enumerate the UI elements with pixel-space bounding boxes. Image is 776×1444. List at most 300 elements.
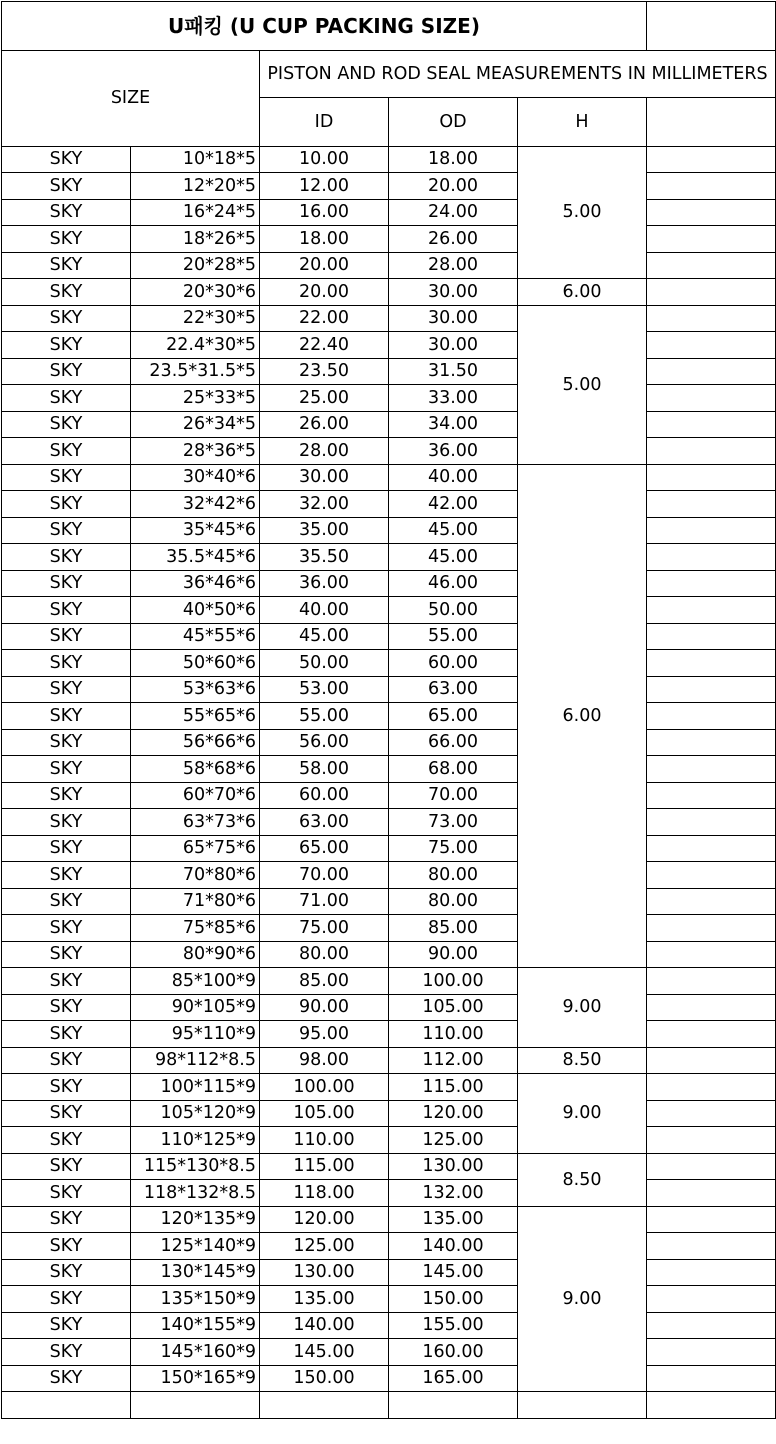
- od-cell: 34.00: [389, 411, 518, 438]
- od-cell: 135.00: [389, 1206, 518, 1233]
- size-code-cell: 26*34*5: [131, 411, 260, 438]
- h-cell: 6.00: [518, 464, 647, 968]
- table-row: [2, 703, 776, 730]
- table-body: [2, 2, 776, 1419]
- id-cell: 120.00: [260, 1206, 389, 1233]
- brand-cell: SKY: [2, 517, 131, 544]
- od-cell: 80.00: [389, 888, 518, 915]
- size-code-cell: 22.4*30*5: [131, 332, 260, 359]
- id-cell: 50.00: [260, 650, 389, 677]
- side-cell: [647, 597, 776, 624]
- table-row: [2, 358, 776, 385]
- od-cell: 132.00: [389, 1180, 518, 1207]
- side-cell: [647, 358, 776, 385]
- table-row: [2, 1180, 776, 1207]
- brand-cell: SKY: [2, 888, 131, 915]
- size-code-cell: 12*20*5: [131, 173, 260, 200]
- side-cell: [647, 1312, 776, 1339]
- id-header: ID: [260, 98, 389, 147]
- brand-cell: SKY: [2, 703, 131, 730]
- side-cell: [647, 1365, 776, 1392]
- side-cell: [647, 1021, 776, 1048]
- side-cell: [647, 146, 776, 173]
- table-row: [2, 570, 776, 597]
- table-row: [2, 544, 776, 571]
- od-cell: 140.00: [389, 1233, 518, 1260]
- size-code-cell: 18*26*5: [131, 226, 260, 253]
- id-cell: 40.00: [260, 597, 389, 624]
- od-cell: 55.00: [389, 623, 518, 650]
- size-code-cell: 85*100*9: [131, 968, 260, 995]
- id-cell: 35.00: [260, 517, 389, 544]
- size-code-cell: 65*75*6: [131, 835, 260, 862]
- side-cell: [647, 835, 776, 862]
- table-row: [2, 1100, 776, 1127]
- brand-cell: SKY: [2, 1100, 131, 1127]
- h-cell: 5.00: [518, 146, 647, 279]
- table-row: [2, 491, 776, 518]
- size-code-cell: 70*80*6: [131, 862, 260, 889]
- brand-cell: SKY: [2, 173, 131, 200]
- id-cell: 105.00: [260, 1100, 389, 1127]
- side-cell: [647, 1259, 776, 1286]
- od-cell: 105.00: [389, 994, 518, 1021]
- brand-cell: SKY: [2, 464, 131, 491]
- table-row: [2, 252, 776, 279]
- brand-cell: SKY: [2, 252, 131, 279]
- empty-cell: [389, 1392, 518, 1419]
- size-code-cell: 28*36*5: [131, 438, 260, 465]
- size-code-cell: 100*115*9: [131, 1074, 260, 1101]
- id-cell: 22.00: [260, 305, 389, 332]
- header-side-cell: [647, 98, 776, 147]
- od-cell: 42.00: [389, 491, 518, 518]
- od-cell: 63.00: [389, 676, 518, 703]
- id-cell: 98.00: [260, 1047, 389, 1074]
- brand-cell: SKY: [2, 1180, 131, 1207]
- size-code-cell: 36*46*6: [131, 570, 260, 597]
- table-row: [2, 1339, 776, 1366]
- id-cell: 35.50: [260, 544, 389, 571]
- id-cell: 30.00: [260, 464, 389, 491]
- od-cell: 68.00: [389, 756, 518, 783]
- od-cell: 28.00: [389, 252, 518, 279]
- side-cell: [647, 199, 776, 226]
- empty-cell: [131, 1392, 260, 1419]
- id-cell: 56.00: [260, 729, 389, 756]
- side-cell: [647, 252, 776, 279]
- brand-cell: SKY: [2, 1047, 131, 1074]
- size-code-cell: 20*28*5: [131, 252, 260, 279]
- size-code-cell: 58*68*6: [131, 756, 260, 783]
- od-header: OD: [389, 98, 518, 147]
- empty-cell: [260, 1392, 389, 1419]
- size-header: SIZE: [2, 50, 260, 146]
- id-cell: 115.00: [260, 1153, 389, 1180]
- od-cell: 80.00: [389, 862, 518, 889]
- id-cell: 12.00: [260, 173, 389, 200]
- table-row: [2, 332, 776, 359]
- id-cell: 110.00: [260, 1127, 389, 1154]
- table-row: [2, 915, 776, 942]
- brand-cell: SKY: [2, 650, 131, 677]
- od-cell: 73.00: [389, 809, 518, 836]
- id-cell: 150.00: [260, 1365, 389, 1392]
- side-cell: [647, 756, 776, 783]
- side-cell: [647, 1074, 776, 1101]
- table-row: [2, 1365, 776, 1392]
- side-cell: [647, 1206, 776, 1233]
- h-cell: 5.00: [518, 305, 647, 464]
- id-cell: 32.00: [260, 491, 389, 518]
- od-cell: 20.00: [389, 173, 518, 200]
- od-cell: 50.00: [389, 597, 518, 624]
- table-row: [2, 1127, 776, 1154]
- size-code-cell: 115*130*8.5: [131, 1153, 260, 1180]
- brand-cell: SKY: [2, 411, 131, 438]
- side-cell: [647, 1153, 776, 1180]
- table-row: [2, 1153, 776, 1180]
- side-cell: [647, 1047, 776, 1074]
- table-row: [2, 809, 776, 836]
- h-cell: 9.00: [518, 1206, 647, 1392]
- brand-cell: SKY: [2, 1365, 131, 1392]
- table-row: [2, 676, 776, 703]
- od-cell: 66.00: [389, 729, 518, 756]
- size-code-cell: 16*24*5: [131, 199, 260, 226]
- brand-cell: SKY: [2, 1074, 131, 1101]
- od-cell: 120.00: [389, 1100, 518, 1127]
- table-row: [2, 1021, 776, 1048]
- brand-cell: SKY: [2, 146, 131, 173]
- size-code-cell: 125*140*9: [131, 1233, 260, 1260]
- table-row: [2, 438, 776, 465]
- id-cell: 26.00: [260, 411, 389, 438]
- id-cell: 145.00: [260, 1339, 389, 1366]
- brand-cell: SKY: [2, 1339, 131, 1366]
- empty-cell: [518, 1392, 647, 1419]
- h-cell: 8.50: [518, 1153, 647, 1206]
- brand-cell: SKY: [2, 438, 131, 465]
- od-cell: 18.00: [389, 146, 518, 173]
- table-row: [2, 968, 776, 995]
- od-cell: 26.00: [389, 226, 518, 253]
- size-code-cell: 75*85*6: [131, 915, 260, 942]
- side-cell: [647, 623, 776, 650]
- id-cell: 55.00: [260, 703, 389, 730]
- table-row: [2, 279, 776, 306]
- table-row: [2, 385, 776, 412]
- side-cell: [647, 226, 776, 253]
- table-row: [2, 756, 776, 783]
- id-cell: 140.00: [260, 1312, 389, 1339]
- table-row: [2, 226, 776, 253]
- size-code-cell: 23.5*31.5*5: [131, 358, 260, 385]
- side-cell: [647, 438, 776, 465]
- table-row: [2, 199, 776, 226]
- brand-cell: SKY: [2, 1021, 131, 1048]
- size-code-cell: 25*33*5: [131, 385, 260, 412]
- h-header: H: [518, 98, 647, 147]
- od-cell: 30.00: [389, 279, 518, 306]
- size-code-cell: 110*125*9: [131, 1127, 260, 1154]
- id-cell: 100.00: [260, 1074, 389, 1101]
- size-code-cell: 55*65*6: [131, 703, 260, 730]
- size-code-cell: 80*90*6: [131, 941, 260, 968]
- h-cell: 6.00: [518, 279, 647, 306]
- size-code-cell: 22*30*5: [131, 305, 260, 332]
- brand-cell: SKY: [2, 915, 131, 942]
- id-cell: 90.00: [260, 994, 389, 1021]
- h-cell: 9.00: [518, 968, 647, 1048]
- side-cell: [647, 1233, 776, 1260]
- od-cell: 36.00: [389, 438, 518, 465]
- id-cell: 70.00: [260, 862, 389, 889]
- od-cell: 165.00: [389, 1365, 518, 1392]
- size-code-cell: 71*80*6: [131, 888, 260, 915]
- brand-cell: SKY: [2, 1127, 131, 1154]
- od-cell: 130.00: [389, 1153, 518, 1180]
- brand-cell: SKY: [2, 676, 131, 703]
- table-row: [2, 941, 776, 968]
- id-cell: 16.00: [260, 199, 389, 226]
- side-cell: [647, 173, 776, 200]
- od-cell: 70.00: [389, 782, 518, 809]
- side-cell: [647, 650, 776, 677]
- side-cell: [647, 729, 776, 756]
- id-cell: 28.00: [260, 438, 389, 465]
- brand-cell: SKY: [2, 729, 131, 756]
- id-cell: 36.00: [260, 570, 389, 597]
- size-code-cell: 56*66*6: [131, 729, 260, 756]
- size-code-cell: 98*112*8.5: [131, 1047, 260, 1074]
- od-cell: 40.00: [389, 464, 518, 491]
- od-cell: 100.00: [389, 968, 518, 995]
- id-cell: 53.00: [260, 676, 389, 703]
- brand-cell: SKY: [2, 941, 131, 968]
- id-cell: 20.00: [260, 279, 389, 306]
- table-row: [2, 994, 776, 1021]
- side-cell: [647, 676, 776, 703]
- side-cell: [647, 1339, 776, 1366]
- brand-cell: SKY: [2, 1312, 131, 1339]
- id-cell: 130.00: [260, 1259, 389, 1286]
- table-row: [2, 650, 776, 677]
- table-row: [2, 888, 776, 915]
- id-cell: 45.00: [260, 623, 389, 650]
- table-row: [2, 1047, 776, 1074]
- od-cell: 46.00: [389, 570, 518, 597]
- od-cell: 90.00: [389, 941, 518, 968]
- size-code-cell: 95*110*9: [131, 1021, 260, 1048]
- size-code-cell: 53*63*6: [131, 676, 260, 703]
- size-code-cell: 32*42*6: [131, 491, 260, 518]
- size-code-cell: 45*55*6: [131, 623, 260, 650]
- id-cell: 60.00: [260, 782, 389, 809]
- brand-cell: SKY: [2, 279, 131, 306]
- id-cell: 65.00: [260, 835, 389, 862]
- table-title: U패킹 (U CUP PACKING SIZE): [2, 2, 647, 51]
- size-code-cell: 120*135*9: [131, 1206, 260, 1233]
- table-row: [2, 1074, 776, 1101]
- od-cell: 30.00: [389, 332, 518, 359]
- side-cell: [647, 570, 776, 597]
- measurements-header: PISTON AND ROD SEAL MEASUREMENTS IN MILLIMETERS: [260, 50, 776, 98]
- brand-cell: SKY: [2, 597, 131, 624]
- id-cell: 95.00: [260, 1021, 389, 1048]
- od-cell: 60.00: [389, 650, 518, 677]
- side-cell: [647, 703, 776, 730]
- brand-cell: SKY: [2, 756, 131, 783]
- side-cell: [647, 782, 776, 809]
- table-row: [2, 1206, 776, 1233]
- od-cell: 75.00: [389, 835, 518, 862]
- od-cell: 45.00: [389, 544, 518, 571]
- id-cell: 10.00: [260, 146, 389, 173]
- od-cell: 155.00: [389, 1312, 518, 1339]
- brand-cell: SKY: [2, 782, 131, 809]
- brand-cell: SKY: [2, 994, 131, 1021]
- size-code-cell: 140*155*9: [131, 1312, 260, 1339]
- table-row: [2, 623, 776, 650]
- od-cell: 145.00: [389, 1259, 518, 1286]
- table-row: [2, 1286, 776, 1313]
- side-cell: [647, 491, 776, 518]
- size-code-cell: 145*160*9: [131, 1339, 260, 1366]
- h-cell: 9.00: [518, 1074, 647, 1154]
- side-cell: [647, 915, 776, 942]
- brand-cell: SKY: [2, 1206, 131, 1233]
- od-cell: 31.50: [389, 358, 518, 385]
- empty-row: [2, 1392, 776, 1419]
- side-cell: [647, 385, 776, 412]
- od-cell: 112.00: [389, 1047, 518, 1074]
- id-cell: 125.00: [260, 1233, 389, 1260]
- od-cell: 115.00: [389, 1074, 518, 1101]
- table-row: [2, 411, 776, 438]
- size-code-cell: 135*150*9: [131, 1286, 260, 1313]
- brand-cell: SKY: [2, 623, 131, 650]
- table-row: [2, 782, 776, 809]
- side-cell: [647, 464, 776, 491]
- size-code-cell: 40*50*6: [131, 597, 260, 624]
- brand-cell: SKY: [2, 968, 131, 995]
- brand-cell: SKY: [2, 199, 131, 226]
- id-cell: 80.00: [260, 941, 389, 968]
- id-cell: 75.00: [260, 915, 389, 942]
- brand-cell: SKY: [2, 226, 131, 253]
- title-side-cell: [647, 2, 776, 51]
- side-cell: [647, 809, 776, 836]
- id-cell: 25.00: [260, 385, 389, 412]
- brand-cell: SKY: [2, 809, 131, 836]
- size-code-cell: 150*165*9: [131, 1365, 260, 1392]
- id-cell: 20.00: [260, 252, 389, 279]
- side-cell: [647, 968, 776, 995]
- brand-cell: SKY: [2, 385, 131, 412]
- brand-cell: SKY: [2, 544, 131, 571]
- table-row: [2, 597, 776, 624]
- id-cell: 63.00: [260, 809, 389, 836]
- side-cell: [647, 888, 776, 915]
- table-row: [2, 1259, 776, 1286]
- table-row: [2, 173, 776, 200]
- size-code-cell: 35.5*45*6: [131, 544, 260, 571]
- id-cell: 23.50: [260, 358, 389, 385]
- side-cell: [647, 1286, 776, 1313]
- header-row-top: [2, 50, 776, 98]
- side-cell: [647, 1180, 776, 1207]
- od-cell: 30.00: [389, 305, 518, 332]
- od-cell: 160.00: [389, 1339, 518, 1366]
- size-code-cell: 63*73*6: [131, 809, 260, 836]
- h-cell: 8.50: [518, 1047, 647, 1074]
- table-row: [2, 305, 776, 332]
- side-cell: [647, 279, 776, 306]
- id-cell: 85.00: [260, 968, 389, 995]
- brand-cell: SKY: [2, 305, 131, 332]
- brand-cell: SKY: [2, 358, 131, 385]
- od-cell: 65.00: [389, 703, 518, 730]
- empty-cell: [647, 1392, 776, 1419]
- u-cup-packing-table: [1, 1, 776, 1419]
- od-cell: 150.00: [389, 1286, 518, 1313]
- side-cell: [647, 941, 776, 968]
- brand-cell: SKY: [2, 491, 131, 518]
- id-cell: 135.00: [260, 1286, 389, 1313]
- od-cell: 110.00: [389, 1021, 518, 1048]
- side-cell: [647, 517, 776, 544]
- size-code-cell: 130*145*9: [131, 1259, 260, 1286]
- id-cell: 18.00: [260, 226, 389, 253]
- table-row: [2, 1312, 776, 1339]
- table-row: [2, 729, 776, 756]
- side-cell: [647, 544, 776, 571]
- od-cell: 33.00: [389, 385, 518, 412]
- id-cell: 22.40: [260, 332, 389, 359]
- brand-cell: SKY: [2, 862, 131, 889]
- brand-cell: SKY: [2, 1153, 131, 1180]
- brand-cell: SKY: [2, 1286, 131, 1313]
- side-cell: [647, 994, 776, 1021]
- brand-cell: SKY: [2, 835, 131, 862]
- side-cell: [647, 411, 776, 438]
- size-code-cell: 50*60*6: [131, 650, 260, 677]
- side-cell: [647, 862, 776, 889]
- side-cell: [647, 1100, 776, 1127]
- od-cell: 125.00: [389, 1127, 518, 1154]
- size-code-cell: 10*18*5: [131, 146, 260, 173]
- side-cell: [647, 305, 776, 332]
- size-code-cell: 20*30*6: [131, 279, 260, 306]
- size-code-cell: 90*105*9: [131, 994, 260, 1021]
- id-cell: 71.00: [260, 888, 389, 915]
- od-cell: 24.00: [389, 199, 518, 226]
- id-cell: 118.00: [260, 1180, 389, 1207]
- title-row: [2, 2, 776, 51]
- size-code-cell: 118*132*8.5: [131, 1180, 260, 1207]
- table-row: [2, 835, 776, 862]
- table-row: [2, 517, 776, 544]
- table-row: [2, 464, 776, 491]
- brand-cell: SKY: [2, 1259, 131, 1286]
- side-cell: [647, 332, 776, 359]
- od-cell: 45.00: [389, 517, 518, 544]
- size-code-cell: 60*70*6: [131, 782, 260, 809]
- table-row: [2, 862, 776, 889]
- od-cell: 85.00: [389, 915, 518, 942]
- brand-cell: SKY: [2, 1233, 131, 1260]
